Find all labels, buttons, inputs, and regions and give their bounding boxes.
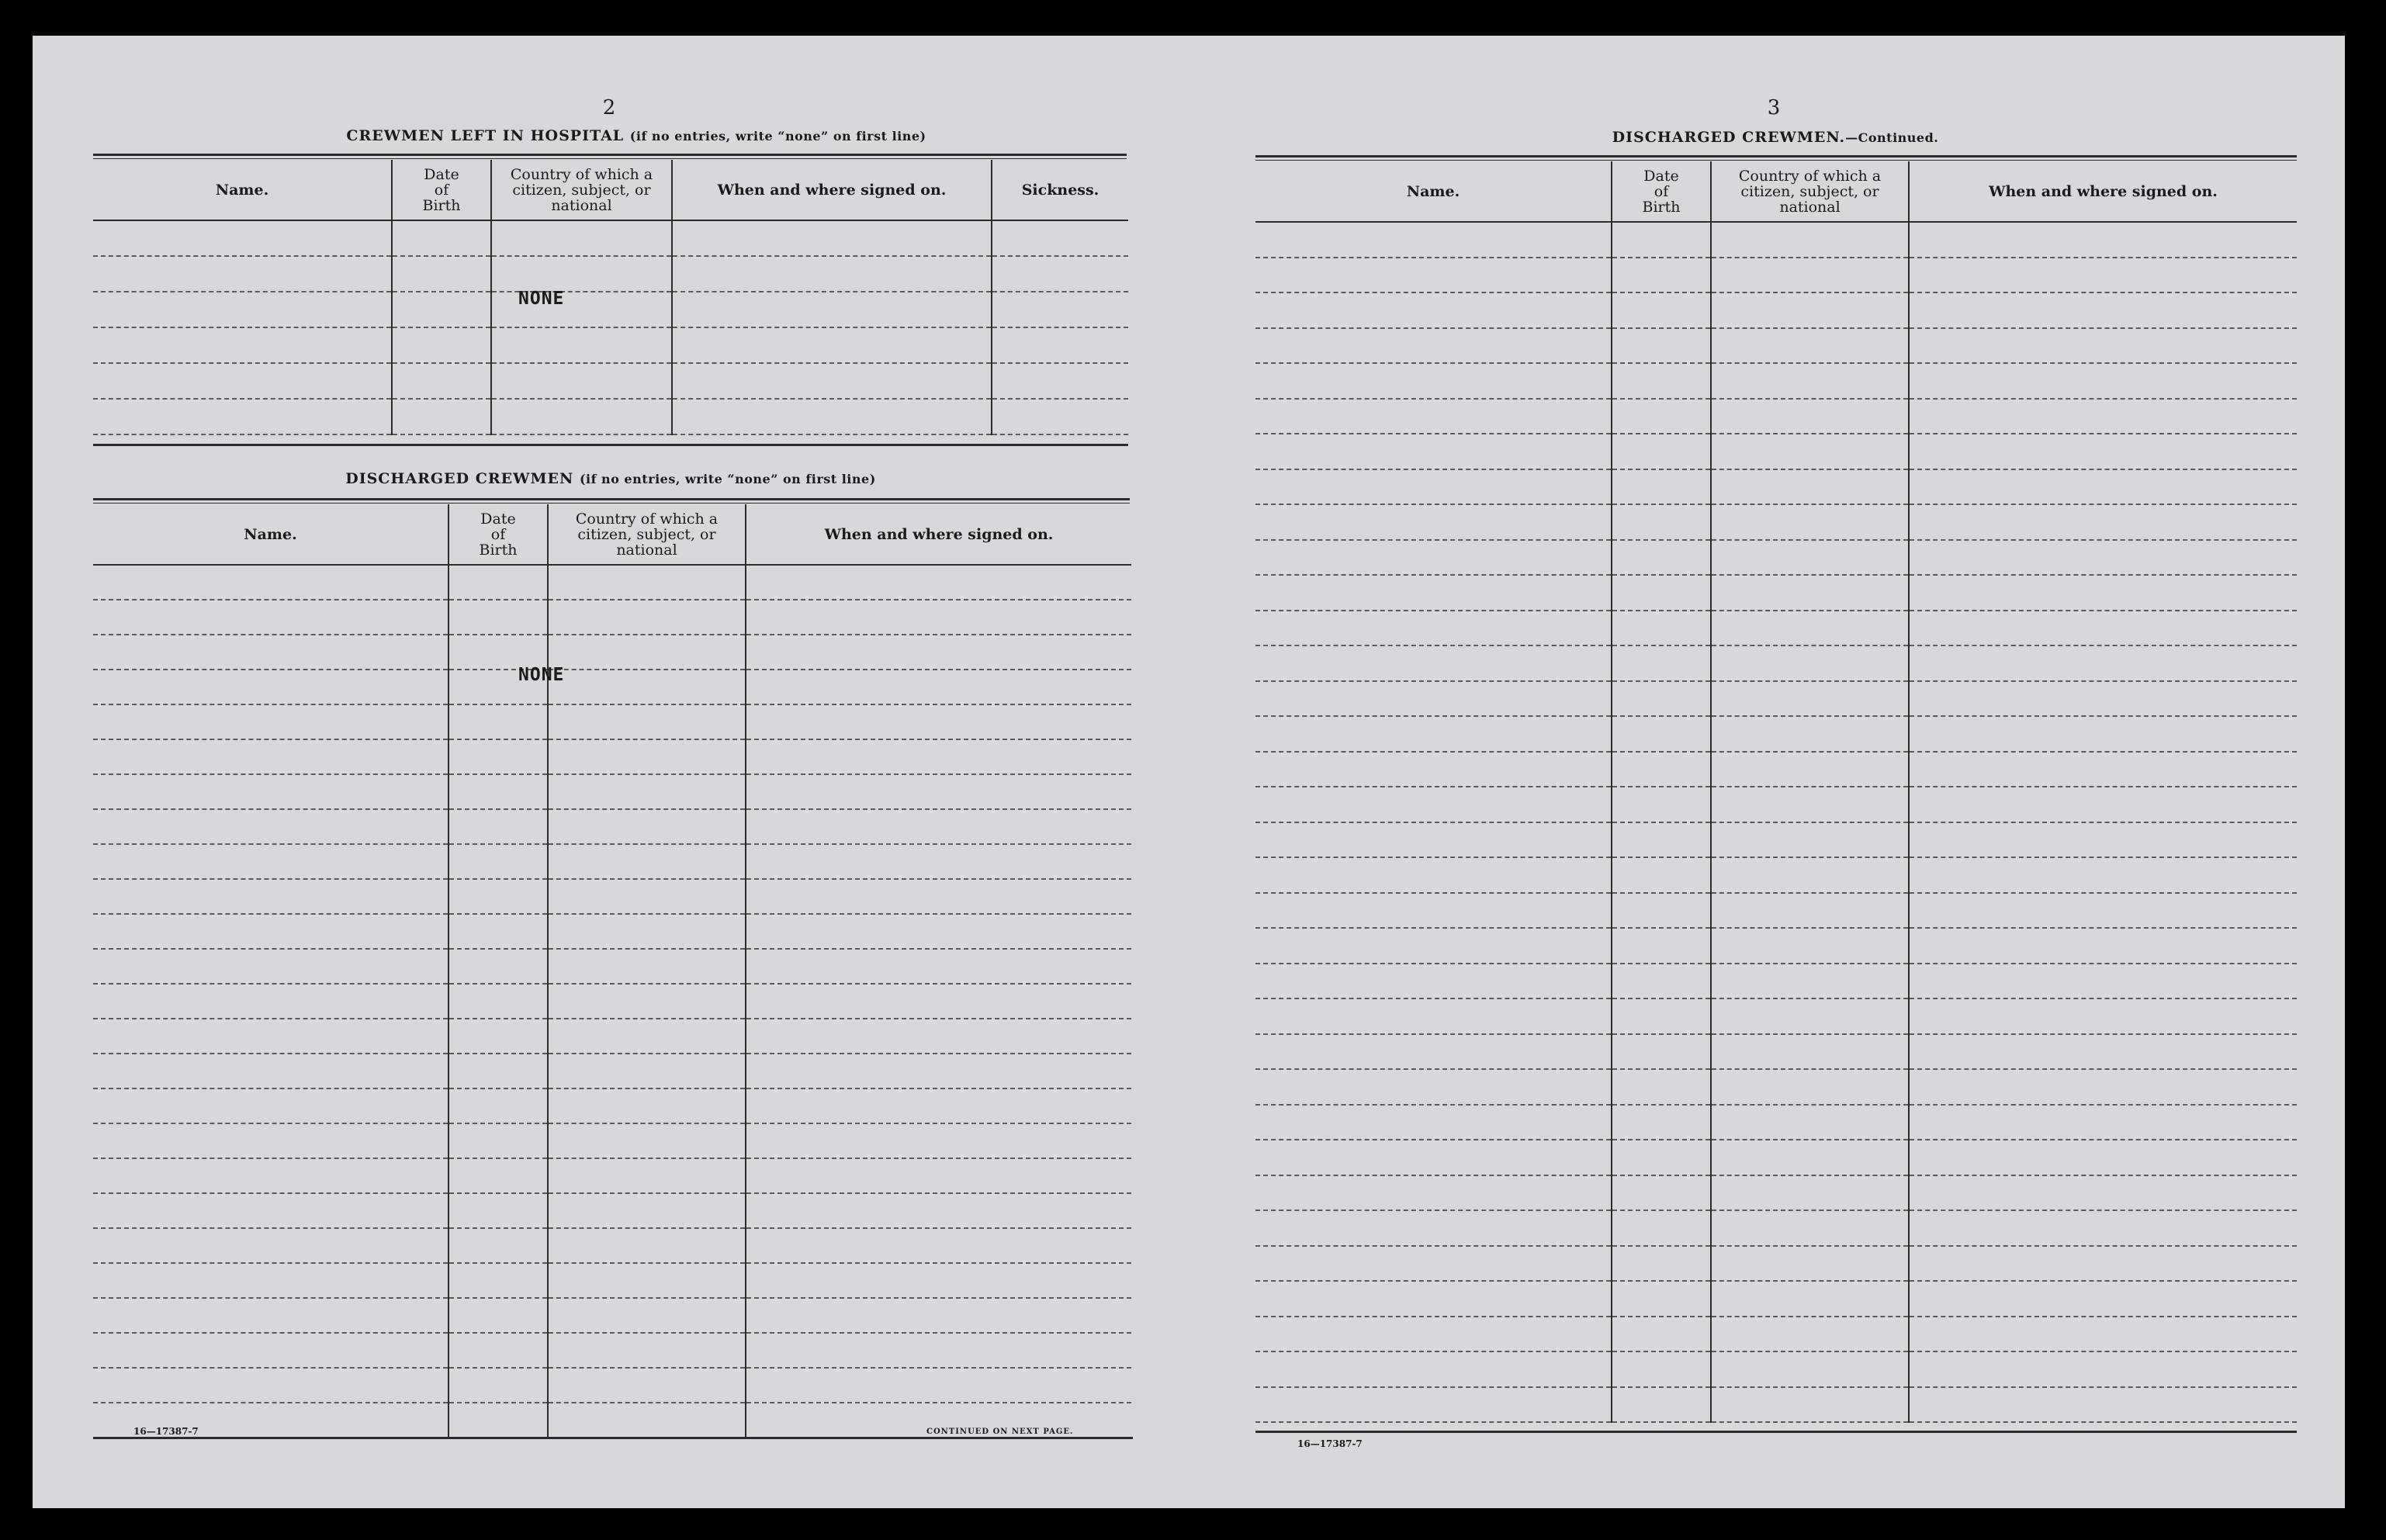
- col-country: [1711, 161, 1909, 222]
- table-row: [1255, 1105, 2297, 1140]
- table-row: [1255, 575, 2297, 611]
- table-row: [1255, 752, 2297, 787]
- country-line-2: citizen, subject, or: [577, 525, 716, 543]
- table-row: [93, 1263, 1131, 1298]
- table-row: [1255, 1317, 2297, 1352]
- col-signed-on: When and where signed on.: [672, 160, 992, 220]
- table-row: [93, 600, 1131, 635]
- hospital-title-text: CREWMEN LEFT IN HOSPITAL: [346, 127, 625, 144]
- dob-line-2: of: [490, 525, 506, 543]
- col-country: [548, 504, 746, 565]
- country-line-2: citizen, subject, or: [512, 181, 651, 199]
- table-row: [93, 220, 1128, 256]
- table-row: [93, 327, 1128, 363]
- table-row: [1255, 469, 2297, 505]
- left-page: [33, 36, 1189, 1508]
- table-row: [93, 1193, 1131, 1228]
- table-row: [93, 1088, 1131, 1123]
- table-row: [93, 363, 1128, 399]
- table-row: [93, 774, 1131, 809]
- table-row: [93, 1368, 1131, 1403]
- right-title-suffix: —Continued.: [1845, 130, 1939, 145]
- right-title-text: DISCHARGED CREWMEN.: [1612, 129, 1846, 146]
- table-row: [93, 565, 1131, 600]
- table-row: [1255, 998, 2297, 1034]
- table-row: [1255, 1387, 2297, 1423]
- discharged-title-note: (if no entries, write “none” on first line): [579, 472, 876, 486]
- page-number: 2: [602, 96, 616, 119]
- discharged-section-title: [93, 470, 1128, 487]
- col-name: Name.: [93, 160, 392, 220]
- table-row: [1255, 258, 2297, 293]
- table-row: [1255, 1069, 2297, 1105]
- table-row: [1255, 611, 2297, 646]
- dob-line-1: Date: [424, 165, 459, 183]
- table-row: [93, 399, 1128, 434]
- country-line-1: Country of which a: [1738, 167, 1882, 185]
- table-row: [93, 1019, 1131, 1054]
- table-row: [1255, 222, 2297, 258]
- hospital-title-note: (if no entries, write “none” on first line): [629, 129, 926, 144]
- table-row: [1255, 434, 2297, 469]
- table-row: [93, 1158, 1131, 1193]
- table-row: [93, 256, 1128, 292]
- table-row: [1255, 504, 2297, 540]
- col-date-of-birth: [448, 504, 548, 565]
- table-row: [93, 879, 1131, 914]
- page-number: 3: [1767, 96, 1781, 119]
- dob-line-1: Date: [1643, 167, 1679, 185]
- right-top-rule-thin: [1255, 160, 2297, 161]
- table-row: [93, 984, 1131, 1019]
- country-line-3: national: [616, 541, 677, 559]
- table-row: [1255, 1210, 2297, 1246]
- dob-line-3: Birth: [422, 196, 461, 214]
- country-line-2: citizen, subject, or: [1740, 182, 1879, 200]
- col-sickness: Sickness.: [992, 160, 1128, 220]
- table-row: [1255, 1140, 2297, 1175]
- col-name: Name.: [93, 504, 448, 565]
- table-row: [93, 670, 1131, 704]
- col-signed-on: When and where signed on.: [746, 504, 1131, 565]
- dob-line-3: Birth: [479, 541, 518, 559]
- document-sheet: [33, 36, 2345, 1508]
- table-row: [93, 809, 1131, 844]
- table-row: [1255, 928, 2297, 964]
- hospital-bottom-rule: [93, 444, 1128, 446]
- hospital-table: [93, 160, 1128, 435]
- table-row: [1255, 328, 2297, 364]
- discharged-title-text: DISCHARGED CREWMEN: [345, 470, 574, 487]
- hospital-section-title: [93, 127, 1179, 144]
- dob-line-1: Date: [480, 510, 516, 528]
- table-row: [1255, 857, 2297, 893]
- discharged-table: [93, 504, 1131, 1438]
- table-row: [1255, 292, 2297, 328]
- dob-line-2: of: [1654, 182, 1669, 200]
- right-page: [1189, 36, 2345, 1508]
- country-line-3: national: [551, 196, 612, 214]
- table-row: [93, 1228, 1131, 1263]
- form-number: 16—17387-7: [1297, 1438, 1363, 1449]
- table-row: [1255, 1034, 2297, 1070]
- right-discharged-table: [1255, 161, 2297, 1423]
- table-row: [93, 1123, 1131, 1158]
- table-row: [1255, 681, 2297, 717]
- table-row: [1255, 964, 2297, 999]
- table-row: [93, 914, 1131, 949]
- table-row: [93, 1054, 1131, 1088]
- table-row: [93, 292, 1128, 327]
- form-number: 16—17387-7: [133, 1426, 199, 1437]
- table-row: [93, 1298, 1131, 1333]
- col-signed-on: When and where signed on.: [1909, 161, 2297, 222]
- table-row: [1255, 1246, 2297, 1282]
- table-row: [1255, 399, 2297, 434]
- dob-line-3: Birth: [1642, 198, 1681, 216]
- col-name: Name.: [1255, 161, 1612, 222]
- dob-line-2: of: [434, 181, 449, 199]
- right-section-title: [1255, 129, 2295, 146]
- table-row: [1255, 822, 2297, 858]
- table-row: [1255, 1175, 2297, 1211]
- right-top-rule: [1255, 155, 2297, 157]
- col-country: [491, 160, 672, 220]
- discharged-bottom-rule: [93, 1437, 1133, 1439]
- table-row: [1255, 893, 2297, 929]
- table-row: [1255, 540, 2297, 576]
- right-bottom-rule: [1255, 1431, 2297, 1433]
- table-row: [93, 844, 1131, 879]
- table-row: [93, 635, 1131, 670]
- discharged-top-rule: [93, 498, 1130, 500]
- discharged-none-entry: NONE: [518, 665, 565, 685]
- table-row: [93, 1333, 1131, 1368]
- country-line-1: Country of which a: [510, 165, 653, 183]
- hospital-top-rule: [93, 154, 1127, 156]
- table-row: [1255, 1281, 2297, 1317]
- table-row: [1255, 787, 2297, 822]
- col-date-of-birth: [392, 160, 491, 220]
- hospital-top-rule-thin: [93, 158, 1127, 159]
- discharged-top-rule-thin: [93, 503, 1130, 504]
- table-row: [1255, 363, 2297, 399]
- country-line-3: national: [1779, 198, 1841, 216]
- table-row: [93, 739, 1131, 774]
- country-line-1: Country of which a: [575, 510, 719, 528]
- continued-note: CONTINUED ON NEXT PAGE.: [926, 1428, 1074, 1436]
- table-row: [1255, 716, 2297, 752]
- hospital-none-entry: NONE: [518, 289, 565, 309]
- table-row: [93, 949, 1131, 984]
- table-row: [1255, 1351, 2297, 1387]
- table-row: [93, 704, 1131, 739]
- table-row: [1255, 645, 2297, 681]
- col-date-of-birth: [1612, 161, 1711, 222]
